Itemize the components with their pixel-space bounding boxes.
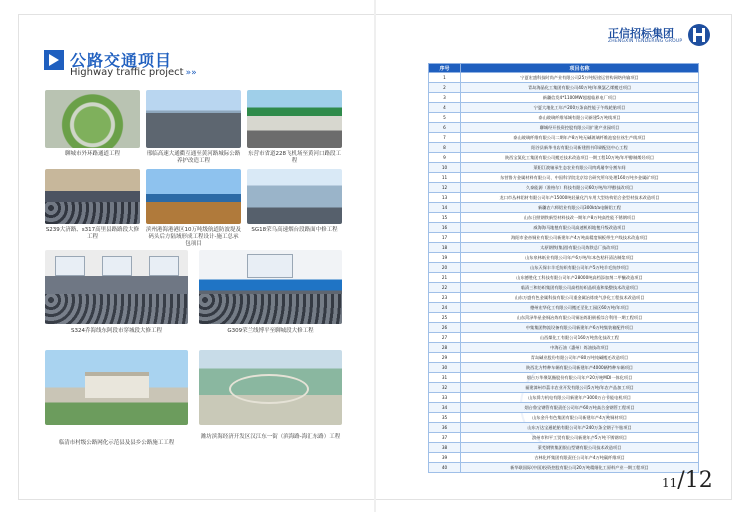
- row-project-name: 烟台万华聚氨酯股份有限公司年产20万吨MDI一体化项目: [461, 373, 699, 383]
- row-project-name: 海阳市金帝铜业有限公司新建年产4万吨高精度铜板带生产线技术改造项目: [461, 233, 699, 243]
- row-project-name: 莱阳江波轴承生态农业有限公司肉鸡屠宰分割车间: [461, 163, 699, 173]
- page-fold: [374, 0, 376, 512]
- table-row: [429, 383, 699, 393]
- row-project-name: 吉林化纤集团有限责任公司年产4万吨碳纤维项目: [461, 453, 699, 463]
- row-project-name: 烟台鲁宝钢管有限责任公司年产60万吨高合金钢管工程项目: [461, 403, 699, 413]
- page-number: 11/12: [662, 468, 713, 493]
- row-index: 23: [429, 293, 461, 303]
- row-project-name: 山东万达宝通轮胎有限公司年产240万条全钢子午胎项目: [461, 423, 699, 433]
- row-project-name: 东营鲁方金属材料有限公司、中国科学院北京综合研究所年处理160万吨多金属矿项目: [461, 173, 699, 183]
- row-project-name: 莱芜钢铁集团银山型钢有限公司技术改造项目: [461, 443, 699, 453]
- table-row: [429, 123, 699, 133]
- section-title-cn: 公路交通项目: [70, 51, 173, 70]
- row-project-name: 山西煤化工有限公司160万吨焦化技改工程: [461, 333, 699, 343]
- row-project-name: 滨州市和平工贸有限公司新建年产5万吨不锈钢项目: [461, 433, 699, 443]
- row-project-name: 宁夏大地化工年产200万条高性能子午线轮胎项目: [461, 103, 699, 113]
- row-project-name: 泰山玻璃纤维邹城有限公司新建5万吨线项目: [461, 113, 699, 123]
- table-row: [429, 373, 699, 383]
- photo-caption: 潍坊滨海经济开发区汉江东一街（滨海路-海汇东路）工程: [200, 434, 341, 440]
- row-index: 17: [429, 233, 461, 243]
- table-row: [429, 93, 699, 103]
- photo-government-building: [45, 350, 188, 425]
- project-table: [428, 63, 699, 473]
- row-project-name: 临清三和纺织集团有限公司高档纺织品织造和染整技术改造项目: [461, 283, 699, 293]
- row-index: 7: [429, 133, 461, 143]
- table-row: [429, 103, 699, 113]
- row-project-name: 山东德胜化工科技有限公司年产28000吨高档添加剂二甲醚改造项目: [461, 273, 699, 283]
- row-index: 10: [429, 163, 461, 173]
- row-index: 5: [429, 113, 461, 123]
- photo-caption: 聊城市外环路通道工程: [64, 151, 120, 157]
- row-index: 15: [429, 213, 461, 223]
- table-row: [429, 163, 699, 173]
- row-project-name: 陕西北方特种车辆有限公司新建年产4000辆特种车辆项目: [461, 363, 699, 373]
- photo-caption: 东营市省道228飞机场至黄河口路段工程: [248, 151, 341, 164]
- photo-caption: G309荣兰线博平至聊城段大修工程: [227, 328, 314, 334]
- row-project-name: 新疆农六师铝业有限公司300kt/a电解铝工程: [461, 203, 699, 213]
- row-project-name: 山东泉林纸业有限公司年产6万吨/年本色秸秆清洁制浆项目: [461, 253, 699, 263]
- photo-interchange: [45, 90, 140, 148]
- row-index: 31: [429, 373, 461, 383]
- table-row: [429, 173, 699, 183]
- table-row: [429, 443, 699, 453]
- row-project-name: 阳谷县新华书店有限公司新建图书印刷配送中心工程: [461, 143, 699, 153]
- row-index: 28: [429, 343, 461, 353]
- company-logo-icon: [688, 24, 710, 46]
- photo-caption: 邢临高速大通衢互通至黄河路城际公路养护改造工程: [146, 151, 241, 164]
- row-project-name: 山东舜力机电有限公司新建年产3000万台节能电机项目: [461, 393, 699, 403]
- header-project-name: 项目名称: [461, 64, 699, 73]
- brand-name-en: ZHENGXIN TENDERING GROUP: [608, 39, 683, 44]
- photo-toll-station: [247, 90, 342, 148]
- row-index: 37: [429, 433, 461, 443]
- row-index: 32: [429, 383, 461, 393]
- photo-city-aerial: [199, 350, 342, 425]
- photo-caption: S324乔海线东阿段市穿城段大修工程: [71, 328, 162, 334]
- photo-meeting: [45, 169, 140, 224]
- row-index: 22: [429, 283, 461, 293]
- table-header-row: [429, 64, 699, 73]
- row-project-name: 山东天保丰羊毛纺织有限公司年产5万吨羊毛纺纱项目: [461, 263, 699, 273]
- row-index: 11: [429, 173, 461, 183]
- row-index: 30: [429, 363, 461, 373]
- row-project-name: 泰山玻璃纤维有限公司二期年产8万吨无碱玻璃纤维池窑拉丝生产线项目: [461, 133, 699, 143]
- row-index: 26: [429, 323, 461, 333]
- row-index: 9: [429, 153, 461, 163]
- photo-caption: SG18荣乌高速烟台段路面中修工程: [251, 227, 338, 233]
- table-row: [429, 293, 699, 303]
- table-row: [429, 73, 699, 83]
- play-arrow-icon: [44, 50, 64, 70]
- row-index: 25: [429, 313, 461, 323]
- double-chevron-icon: »»: [185, 68, 197, 78]
- table-row: [429, 113, 699, 123]
- table-row: [429, 413, 699, 423]
- row-project-name: 中海石油（惠州）炼油技改项目: [461, 343, 699, 353]
- row-project-name: 新华联国际(中国)投资控股有限公司20万吨精细化工原料产业一期工程项目: [461, 463, 699, 473]
- row-index: 18: [429, 243, 461, 253]
- table-row: [429, 223, 699, 233]
- table-row: [429, 283, 699, 293]
- table-row: [429, 463, 699, 473]
- table-row: [429, 453, 699, 463]
- row-index: 3: [429, 93, 461, 103]
- photo-road-station: [247, 169, 342, 224]
- row-index: 29: [429, 353, 461, 363]
- row-project-name: 山东万盛有色金属科技有限公司重金属冶炼废气净化工程技术改造项目: [461, 293, 699, 303]
- table-row: [429, 303, 699, 313]
- brand-header: [608, 24, 718, 50]
- table-row: [429, 313, 699, 323]
- row-index: 40: [429, 463, 461, 473]
- photo-caption: 临清市村级公路网化示范县及县乡公路施工工程: [58, 440, 175, 446]
- row-index: 24: [429, 303, 461, 313]
- photo-caption: 滨州港海港港区10万吨级航道防波堤及码头后方陆域形成工程设计-施工总承包项目: [146, 227, 241, 247]
- table-row: [429, 193, 699, 203]
- row-index: 16: [429, 223, 461, 233]
- table-row: [429, 243, 699, 253]
- row-project-name: 山东日照钢铁新型材料技改一期年产8万吨高性能不锈钢项目: [461, 213, 699, 223]
- row-index: 35: [429, 413, 461, 423]
- table-row: [429, 353, 699, 363]
- row-index: 39: [429, 453, 461, 463]
- row-index: 27: [429, 333, 461, 343]
- row-project-name: 山东金升有色集团有限公司新建年产4万吨铜材项目: [461, 413, 699, 423]
- table-body: [429, 73, 699, 473]
- header-index: 序号: [429, 64, 461, 73]
- table-row: [429, 183, 699, 193]
- row-project-name: 聊城经开投资控股有限公司扩建产业园项目: [461, 123, 699, 133]
- section-title-en: Highway traffic project »»: [70, 67, 197, 78]
- table-row: [429, 153, 699, 163]
- row-index: 33: [429, 393, 461, 403]
- table-row: [429, 333, 699, 343]
- row-project-name: 山东菏泽华星金铜冶炼有限公司铜冶炼阳极板综合利用一期工程项目: [461, 313, 699, 323]
- row-index: 4: [429, 103, 461, 113]
- row-index: 34: [429, 403, 461, 413]
- row-project-name: 陕西宝氮化工集团有限公司搬迁技术改造项目一期工程10万吨/年甲醇制烯烃项目: [461, 153, 699, 163]
- row-index: 13: [429, 193, 461, 203]
- table-row: [429, 363, 699, 373]
- row-index: 1: [429, 73, 461, 83]
- row-project-name: 宁夏宏盛科技时尚产业有限公司25万吨短途运营构网络传输项目: [461, 73, 699, 83]
- table-row: [429, 233, 699, 243]
- row-project-name: 福建漳州市荔丰农业开发有限公司5万吨/年农产品加工项目: [461, 383, 699, 393]
- row-project-name: 中集集团物流设备有限公司新建年产6万吨集装箱配件项目: [461, 323, 699, 333]
- row-index: 19: [429, 253, 461, 263]
- brand-name-cn: 正信招标集团: [608, 27, 674, 40]
- row-index: 12: [429, 183, 461, 193]
- row-project-name: 太原钢铁(集团)有限公司炼铁总厂技改项目: [461, 243, 699, 253]
- table-row: [429, 133, 699, 143]
- table-row: [429, 273, 699, 283]
- row-index: 6: [429, 123, 461, 133]
- row-project-name: 威海海马地毯有限公司高速机织地毯升级改造项目: [461, 223, 699, 233]
- photo-bid-opening: [199, 250, 342, 324]
- table-row: [429, 393, 699, 403]
- photo-highway: [146, 90, 241, 148]
- table-row: [429, 213, 699, 223]
- table-row: [429, 253, 699, 263]
- table-row: [429, 423, 699, 433]
- row-index: 38: [429, 443, 461, 453]
- row-project-name: 青岛海晶化工集团有限公司40万吨/年聚氯乙烯搬迁项目: [461, 83, 699, 93]
- row-index: 36: [429, 423, 461, 433]
- row-index: 8: [429, 143, 461, 153]
- table-row: [429, 203, 699, 213]
- row-project-name: 久泰能源（准格尔）科技有限公司60万吨/年甲醇技改项目: [461, 183, 699, 193]
- table-row: [429, 433, 699, 443]
- photo-bid-meeting: [45, 250, 188, 324]
- row-project-name: 青岛碱业股份有限公司年产80万吨纯碱搬迁改造项目: [461, 353, 699, 363]
- row-index: 2: [429, 83, 461, 93]
- photo-caption: S239大济路、s317高里县路路段大修工程: [45, 227, 140, 240]
- row-index: 21: [429, 273, 461, 283]
- table-row: [429, 403, 699, 413]
- table-row: [429, 323, 699, 333]
- section-title: [44, 48, 244, 80]
- row-project-name: 龙口市丛林铝材有限公司年产15000吨轻量化汽车用大型结构铝合金型材技术改造项目: [461, 193, 699, 203]
- table-row: [429, 263, 699, 273]
- row-project-name: 新疆信发4*1100MW超超临界电厂项目: [461, 93, 699, 103]
- row-index: 20: [429, 263, 461, 273]
- table-row: [429, 83, 699, 93]
- table-row: [429, 343, 699, 353]
- row-project-name: 德州宏华化工有限公司搬迁至化工园区60万吨/年项目: [461, 303, 699, 313]
- table-row: [429, 143, 699, 153]
- row-index: 14: [429, 203, 461, 213]
- photo-port: [146, 169, 241, 224]
